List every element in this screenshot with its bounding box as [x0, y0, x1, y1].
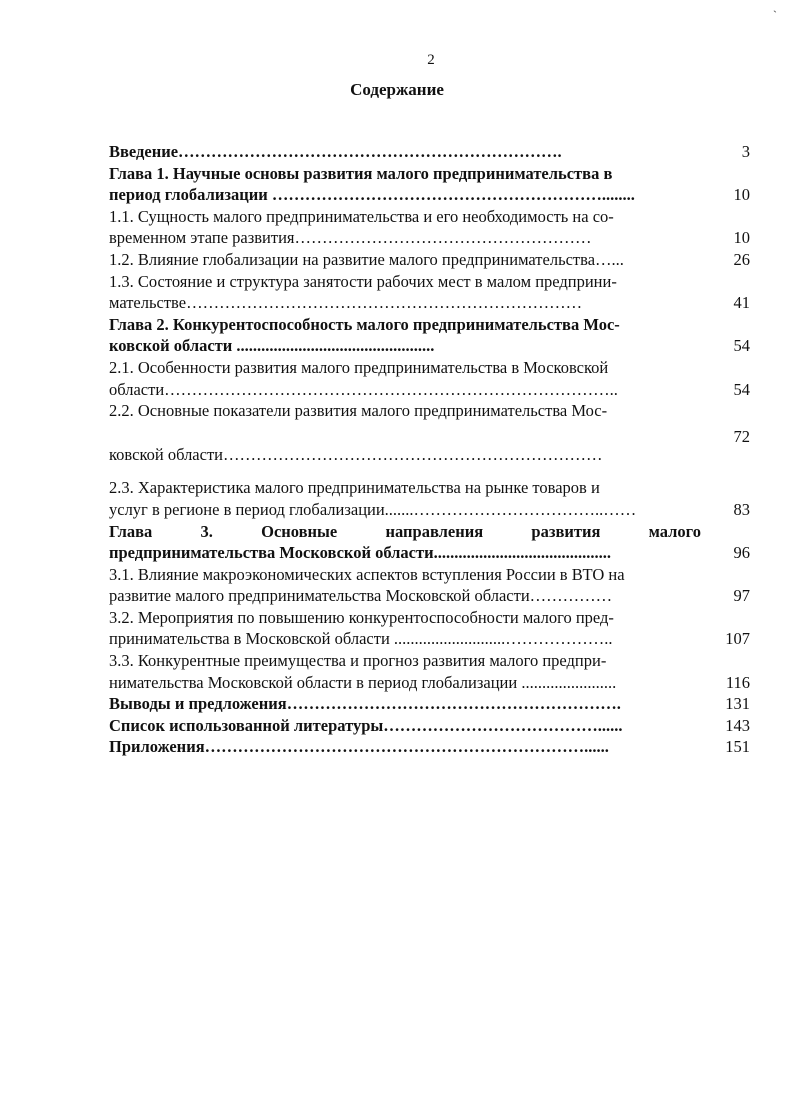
entry-line: временном этапе развития……………………………………………… — [109, 228, 592, 248]
entry-line: нимательства Московской области в период глобализации ....................... — [109, 672, 617, 692]
toc-entry-section-1-1[interactable] — [109, 206, 750, 249]
entry-line: ковской области…………………………………………………………… — [109, 444, 603, 464]
toc-entry-references[interactable] — [109, 715, 750, 737]
entry-line: 2.1. Особенности развития малого предпринимательства в Московской — [109, 357, 609, 377]
corner-mark: ` — [773, 8, 777, 22]
entry-page-number: 151 — [725, 737, 750, 757]
entry-line: 2.2. Основные показатели развития малого предпринимательства Мос- — [109, 401, 608, 421]
entry-line: области……………………………………………………………………….. — [109, 379, 618, 399]
entry-line: Глава 2. Конкурентоспособность малого предпринимательства Мос- — [109, 314, 620, 334]
entry-page-number: 54 — [733, 336, 750, 356]
entry-line: Глава 3. Основные направления развития малого — [109, 521, 701, 541]
entry-line: 3.2. Мероприятия по повышению конкурентоспособности малого пред- — [109, 607, 614, 627]
entry-page-number: 143 — [725, 715, 750, 735]
entry-line: 1.1. Сущность малого предпринимательства и его необходимость на со- — [109, 206, 614, 226]
toc-entry-section-3-2[interactable] — [109, 607, 750, 650]
toc-entry-section-2-3[interactable] — [109, 477, 750, 520]
table-of-contents — [109, 141, 750, 758]
entry-line: мательстве……………………………………………………………… — [109, 293, 583, 313]
entry-page-number: 83 — [733, 499, 750, 519]
entry-page-number: 97 — [733, 586, 750, 606]
entry-line: ковской области ................................................ — [109, 336, 435, 356]
entry-page-number: 10 — [733, 228, 750, 248]
entry-line: принимательства в Московской области ...........................……………….. — [109, 629, 613, 649]
entry-page-number: 72 — [733, 426, 750, 446]
entry-line: Приложения……………………………………………………………...... — [109, 737, 609, 757]
entry-line: 2.3. Характеристика малого предпринимательства на рынке товаров и — [109, 478, 600, 498]
toc-entry-section-2-1[interactable] — [109, 357, 750, 400]
entry-line: 3.3. Конкурентные преимущества и прогноз развития малого предпри- — [109, 651, 607, 671]
entry-page-number: 96 — [733, 543, 750, 563]
entry-line: Выводы и предложения……………………………………………………. — [109, 694, 621, 714]
entry-line: период глобализации ……………………………………………………........ — [109, 185, 635, 205]
toc-entry-section-3-1[interactable] — [109, 564, 750, 607]
entry-line: развитие малого предпринимательства Московской области…………… — [109, 586, 613, 606]
entry-page-number: 10 — [733, 185, 750, 205]
entry-page-number: 116 — [725, 672, 750, 692]
entry-line: предпринимательства Московской области........................................... — [109, 543, 611, 563]
toc-entry-chapter-2[interactable] — [109, 314, 750, 357]
entry-page-number: 107 — [725, 629, 750, 649]
entry-page-number: 131 — [725, 694, 750, 714]
entry-page-number: 3 — [741, 142, 750, 161]
entry-line: 1.3. Состояние и структура занятости рабочих мест в малом предприни- — [109, 271, 617, 291]
toc-entry-section-2-2[interactable] — [109, 400, 750, 465]
entry-line: 3.1. Влияние макроэкономических аспектов вступления России в ВТО на — [109, 564, 625, 584]
entry-page-number: 26 — [733, 249, 750, 269]
toc-title: Содержание — [350, 80, 444, 99]
toc-entry-chapter-1[interactable] — [109, 163, 750, 206]
toc-entry-appendices[interactable] — [109, 736, 750, 758]
entry-page-number: 54 — [733, 379, 750, 399]
toc-entry-section-1-3[interactable] — [109, 271, 750, 314]
toc-entry-conclusions[interactable] — [109, 693, 750, 715]
entry-page-number: 41 — [733, 293, 750, 313]
entry-line: Введение……………………………………………………………. — [109, 142, 562, 161]
toc-entry-introduction[interactable] — [109, 141, 750, 163]
line-gap — [109, 422, 701, 444]
page-number: 2 — [427, 52, 435, 68]
toc-entry-chapter-3[interactable] — [109, 521, 750, 564]
toc-entry-section-3-3[interactable] — [109, 650, 750, 693]
entry-line: 1.2. Влияние глобализации на развитие малого предпринимательства…... — [109, 249, 624, 269]
toc-entry-section-1-2[interactable] — [109, 249, 750, 271]
entry-line: услуг в регионе в период глобализации.......……………………………..…… — [109, 499, 637, 519]
entry-line: Список использованной литературы…………………………………...... — [109, 715, 623, 735]
entry-line: Глава 1. Научные основы развития малого предпринимательства в — [109, 163, 613, 183]
